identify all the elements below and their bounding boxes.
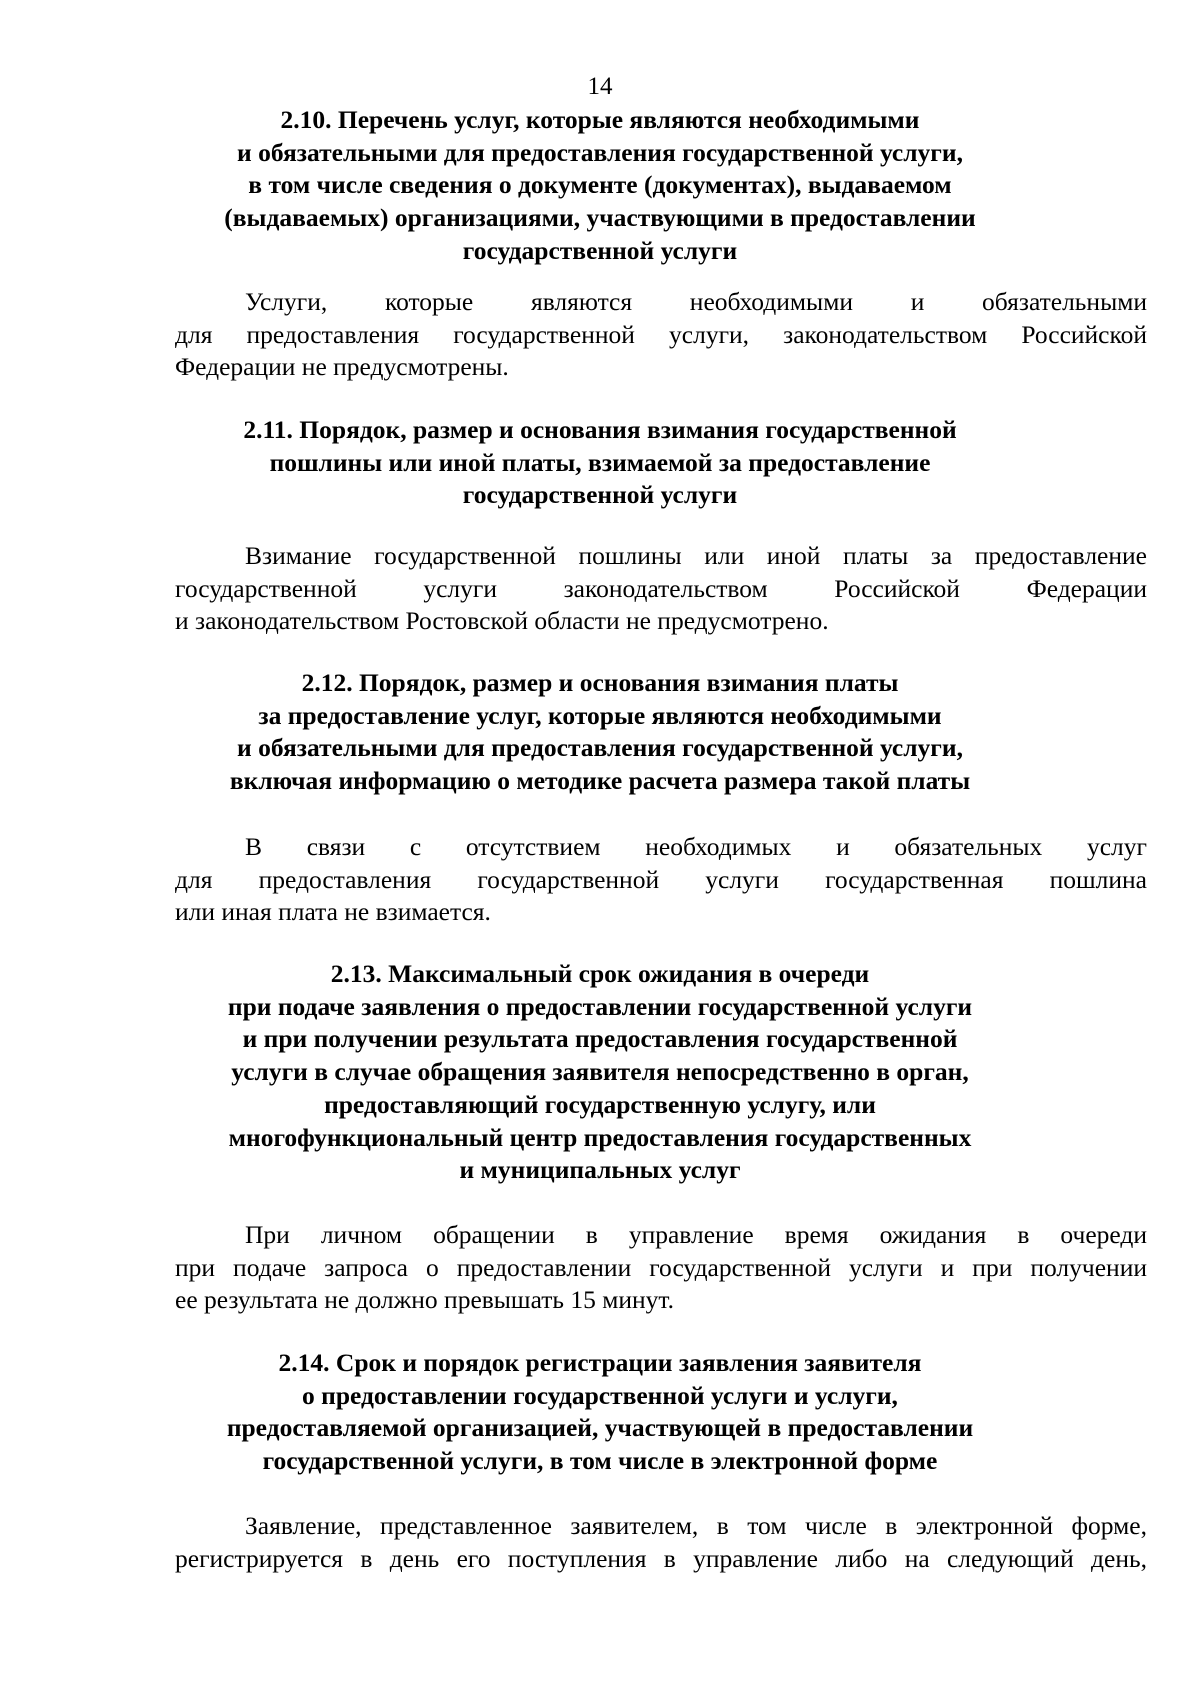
heading-line: многофункциональный центр предоставления государственных [228,1122,972,1152]
heading-line: 2.12. Порядок, размер и основания взимания платы [301,668,899,697]
body-line: и законодательством Ростовской области не предусмотрено. [175,606,829,636]
heading-line: услуги в случае обращения заявителя непосредственно в орган, [231,1057,969,1087]
body-line: При личном обращении в управление время ожидания в очереди [245,1220,1147,1249]
section-body-2-13 [175,1219,1147,1317]
section-body-2-11 [175,540,1147,638]
body-line: В связи с отсутствием необходимых и обязательных услуг [245,832,1147,861]
heading-line: и обязательными для предоставления государственной услуги, [237,733,963,763]
body-line: регистрируется в день его поступления в управление либо на следующий день, [175,1543,1147,1573]
heading-line: и муниципальных услуг [459,1155,741,1185]
section-heading-2-12 [0,667,1200,798]
heading-line: предоставляемой организацией, участвующей в предоставлении [226,1413,974,1443]
heading-line: включая информацию о методике расчета размера такой платы [229,766,971,796]
body-line: государственной услуги законодательством Российской Федерации [175,573,1147,603]
section-body-2-12 [175,831,1147,929]
heading-line: при подаче заявления о предоставлении государственной услуги [227,991,973,1021]
heading-line: 2.11. Порядок, размер и основания взимания государственной [243,415,957,444]
section-heading-2-11 [0,414,1200,512]
body-line: для предоставления государственной услуги, законодательством Российской [175,319,1147,349]
body-line: Услуги, которые являются необходимыми и обязательными [245,287,1147,316]
body-line: ее результата не должно превышать 15 минут. [175,1285,675,1315]
section-heading-2-13 [0,958,1200,1187]
section-body-2-14 [175,1510,1147,1575]
heading-line: и при получении результата предоставления государственной [242,1024,958,1054]
heading-line: 2.10. Перечень услуг, которые являются необходимыми [280,105,920,134]
body-line: Взимание государственной пошлины или иной платы за предоставление [245,541,1147,570]
heading-line: пошлины или иной платы, взимаемой за предоставление [269,447,931,477]
heading-line: (выдаваемых) организациями, участвующими в предоставлении [224,203,976,233]
heading-line: 2.13. Максимальный срок ожидания в очереди [330,959,870,988]
body-line: Заявление, представленное заявителем, в том числе в электронной форме, [245,1511,1147,1540]
heading-line: 2.14. Срок и порядок регистрации заявления заявителя [278,1348,922,1377]
section-heading-2-10 [0,104,1200,268]
section-body-2-10 [175,286,1147,384]
heading-line: и обязательными для предоставления государственной услуги, [237,137,963,167]
heading-line: государственной услуги [462,235,738,265]
heading-line: о предоставлении государственной услуги и услуги, [302,1380,898,1410]
section-heading-2-14 [0,1347,1200,1478]
heading-line: за предоставление услуг, которые являются необходимыми [258,700,942,730]
body-line: при подаче запроса о предоставлении государственной услуги и при получении [175,1252,1147,1282]
body-line: Федерации не предусмотрены. [175,352,509,382]
heading-line: государственной услуги [462,480,738,510]
heading-line: в том числе сведения о документе (документах), выдаваемом [248,170,952,200]
heading-line: государственной услуги, в том числе в электронной форме [262,1446,938,1476]
heading-line: предоставляющий государственную услугу, или [324,1089,876,1119]
body-line: или иная плата не взимается. [175,897,491,927]
body-line: для предоставления государственной услуги государственная пошлина [175,864,1147,894]
page-number: 14 [587,73,613,100]
